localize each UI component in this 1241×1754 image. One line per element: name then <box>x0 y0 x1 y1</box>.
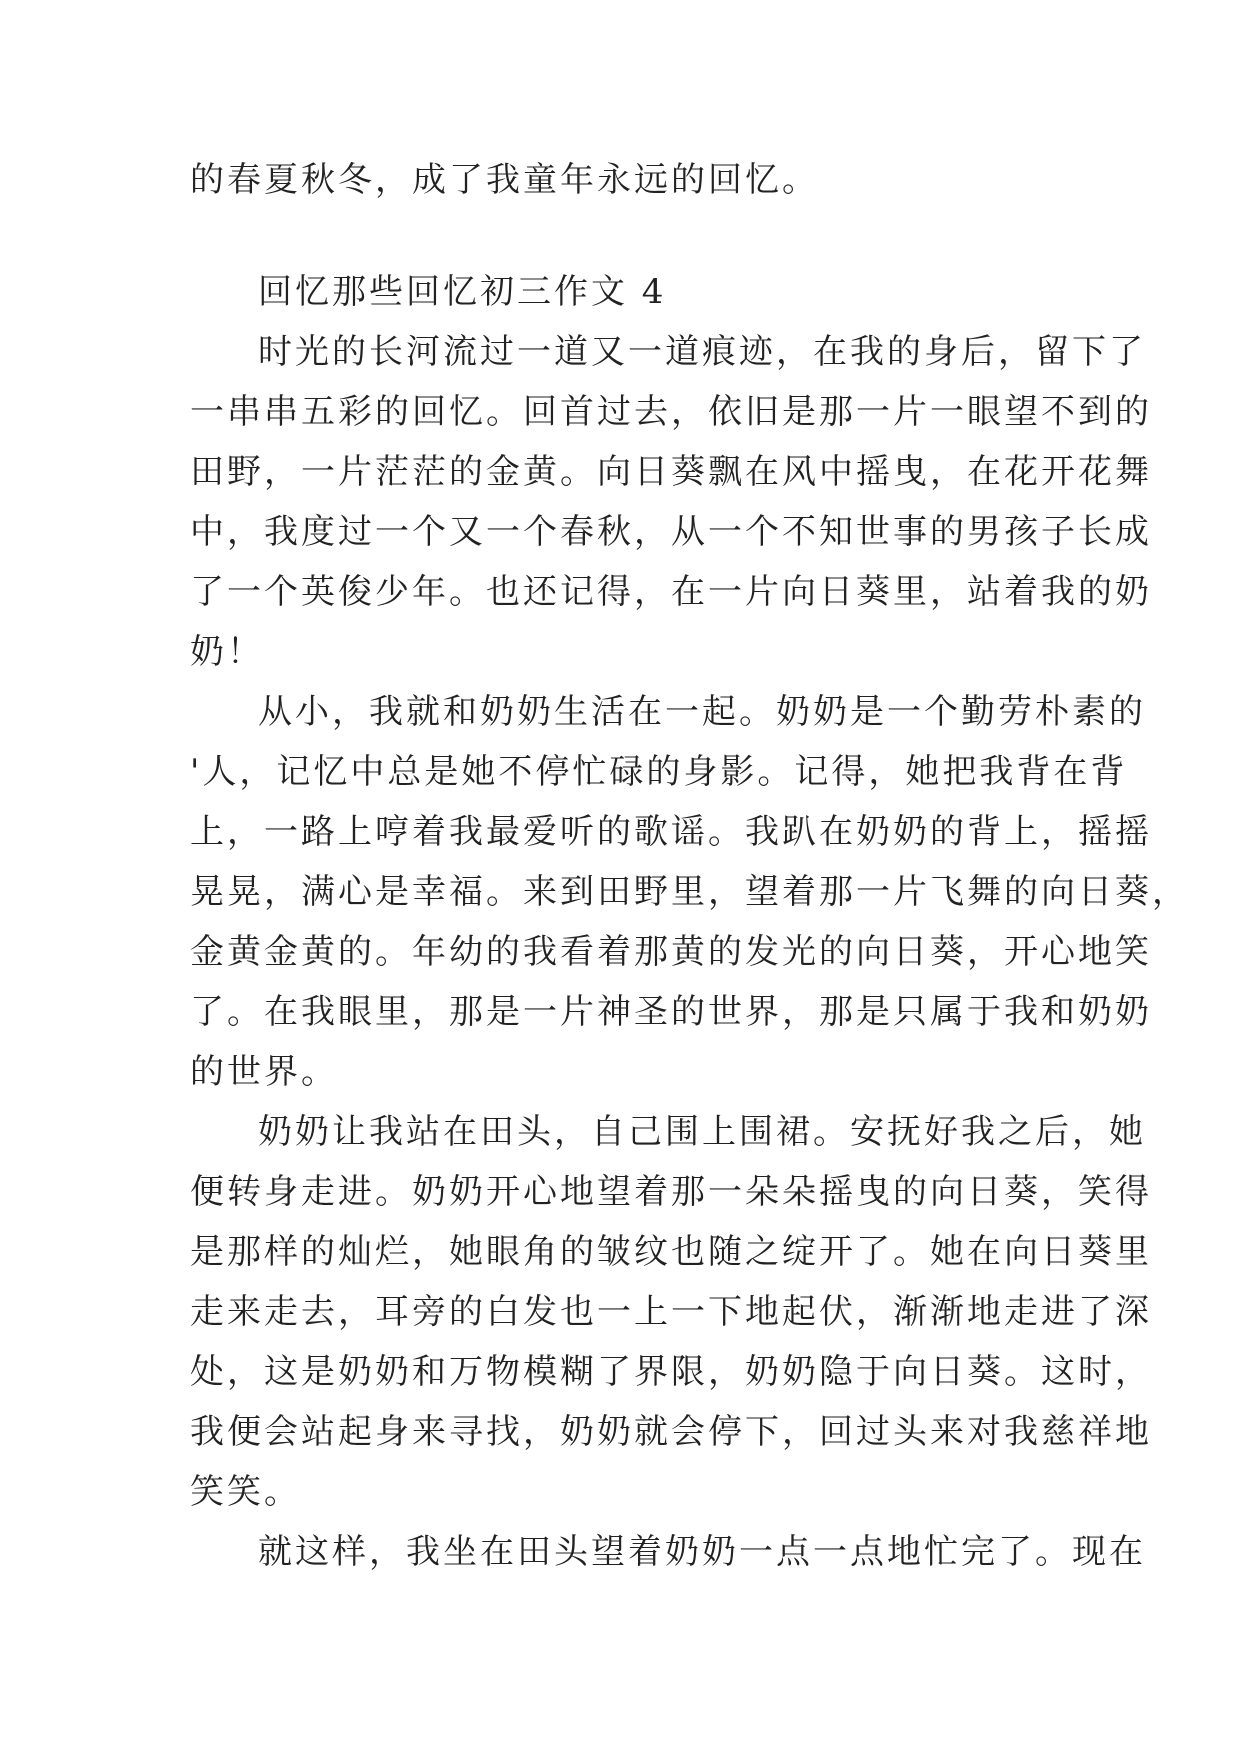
paragraph-line: 上，一路上哼着我最爱听的歌谣。我趴在奶奶的背上，摇摇 <box>190 812 1152 852</box>
carryover-text <box>190 150 1060 210</box>
paragraph-line: 了。在我眼里，那是一片神圣的世界，那是只属于我和奶奶 <box>190 992 1152 1032</box>
paragraph-line: 就这样，我坐在田头望着奶奶一点一点地忙完了。现在 <box>258 1532 1146 1572</box>
paragraph-line: 是那样的灿烂，她眼角的皱纹也随之绽开了。她在向日葵里 <box>190 1232 1152 1272</box>
essay-body <box>190 262 1189 1582</box>
paragraph-4 <box>190 1522 1146 1582</box>
paragraph-line: 中，我度过一个又一个春秋，从一个不知世事的男孩子长成 <box>190 512 1152 552</box>
carryover-line: 的春夏秋冬，成了我童年永远的回忆。 <box>190 160 819 200</box>
paragraph-line: 了一个英俊少年。也还记得，在一片向日葵里，站着我的奶 <box>190 572 1152 612</box>
paragraph-line: 从小，我就和奶奶生活在一起。奶奶是一个勤劳朴素的 <box>258 692 1146 732</box>
essay-title: 回忆那些回忆初三作文 4 <box>258 272 667 312</box>
paragraph-line: 我便会站起身来寻找，奶奶就会停下，回过头来对我慈祥地 <box>190 1412 1152 1452</box>
paragraph-3 <box>190 1102 1152 1522</box>
paragraph-line: 的世界。 <box>190 1052 338 1092</box>
paragraph-line: 时光的长河流过一道又一道痕迹，在我的身后，留下了 <box>258 332 1146 372</box>
paragraph-line: 田野，一片茫茫的金黄。向日葵飘在风中摇曳，在花开花舞 <box>190 452 1152 492</box>
paragraph-line: 晃晃，满心是幸福。来到田野里，望着那一片飞舞的向日葵， <box>190 872 1189 912</box>
paragraph-line: '人，记忆中总是她不停忙碌的身影。记得，她把我背在背 <box>190 752 1128 792</box>
paragraph-line: 奶奶让我站在田头，自己围上围裙。安抚好我之后，她 <box>258 1112 1146 1152</box>
paragraph-line: 处，这是奶奶和万物模糊了界限，奶奶隐于向日葵。这时， <box>190 1352 1152 1392</box>
paragraph-2 <box>190 682 1189 1102</box>
paragraph-line: 一串串五彩的回忆。回首过去，依旧是那一片一眼望不到的 <box>190 392 1152 432</box>
paragraph-line: 笑笑。 <box>190 1472 301 1512</box>
paragraph-line: 奶！ <box>190 632 264 672</box>
paragraph-line: 走来走去，耳旁的白发也一上一下地起伏，渐渐地走进了深 <box>190 1292 1152 1332</box>
paragraph-1 <box>190 322 1152 682</box>
paragraph-line: 金黄金黄的。年幼的我看着那黄的发光的向日葵，开心地笑 <box>190 932 1152 972</box>
paragraph-line: 便转身走进。奶奶开心地望着那一朵朵摇曳的向日葵，笑得 <box>190 1172 1152 1212</box>
